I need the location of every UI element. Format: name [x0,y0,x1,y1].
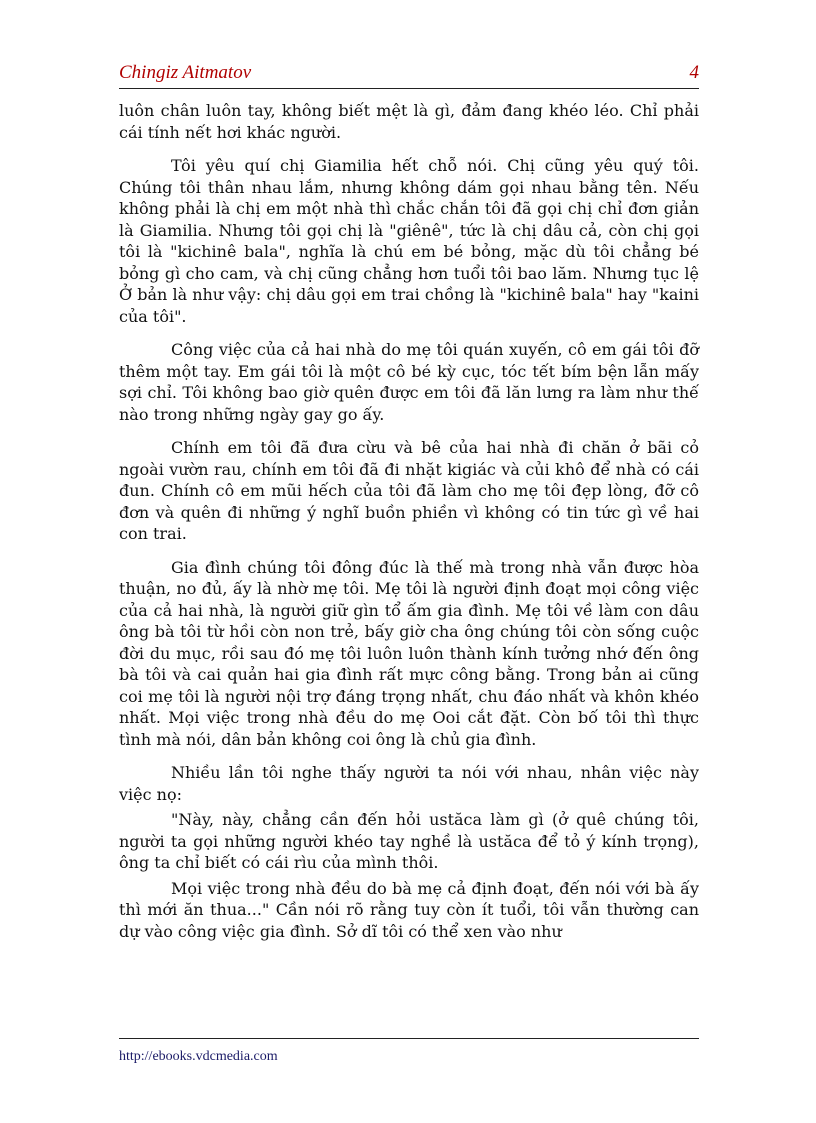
footer-url-link[interactable]: http://ebooks.vdcmedia.com [119,1049,278,1064]
page-footer [119,1038,699,1065]
paragraph: Nhiều lần tôi nghe thấy người ta nói với nhau, nhân việc này việc nọ: [119,763,699,804]
page-body [119,100,699,954]
paragraph: "Này, này, chẳng cần đến hỏi ustăca làm gì (ở quê chúng tôi, người ta gọi những người khéo tay nghề là ustăca để tỏ ý kính trọng), ông ta chỉ biết có cái rìu của mình thôi. [119,810,699,872]
book-author-title: Chingiz Aitmatov [119,62,252,83]
paragraph: luôn chân luôn tay, không biết mệt là gì, đảm đang khéo léo. Chỉ phải cái tính nết hơi khác người. [119,101,699,142]
paragraph: Chính em tôi đã đưa cừu và bê của hai nhà đi chăn ở bãi cỏ ngoài vườn rau, chính em tôi đã đi nhặt kigiác và củi khô để nhà có cái đun. Chính cô em mũi hếch của tôi đã làm cho mẹ tôi đẹp lòng, đỡ cô đơn và quên đi những ý nghĩ buồn phiền vì không có tin tức gì về hai con trai. [119,438,699,543]
page-header [119,60,699,89]
paragraph: Công việc của cả hai nhà do mẹ tôi quán xuyến, cô em gái tôi đỡ thêm một tay. Em gái tôi là một cô bé kỳ cục, tóc tết bím bện lẫn mấy sợi chỉ. Tôi không bao giờ quên được em tôi đã lăn lưng ra làm như thế nào trong những ngày gay go ấy. [119,340,699,424]
paragraph: Tôi yêu quí chị Giamilia hết chỗ nói. Chị cũng yêu quý tôi. Chúng tôi thân nhau lắm, nhưng không dám gọi nhau bằng tên. Nếu không phải là chị em một nhà thì chắc chắn tôi đã gọi chị chỉ đơn giản là Giamilia. Nhưng tôi gọi chị là "giênê", tức là chị dâu cả, còn chị gọi tôi là "kichinê bala", nghĩa là chú em bé bỏng, mặc dù tôi chẳng bé bỏng gì cho cam, và chị cũng chẳng hơn tuổi tôi bao lăm. Nhưng tục lệ Ở bản là như vậy: chị dâu gọi em trai chồng là "kichinê bala" hay "kaini của tôi". [119,156,699,326]
paragraph: Mọi việc trong nhà đều do bà mẹ cả định đoạt, đến nói với bà ấy thì mới ăn thua..." Cần nói rõ rằng tuy còn ít tuổi, tôi vẫn thường can dự vào công việc gia đình. Sở dĩ tôi có thể xen vào như [119,878,699,941]
paragraph: Gia đình chúng tôi đông đúc là thế mà trong nhà vẫn được hòa thuận, no đủ, ấy là nhờ mẹ tôi. Mẹ tôi là người định đoạt mọi công việc của cả hai nhà, là người giữ gìn tổ ấm gia đình. Mẹ tôi về làm con dâu ông bà tôi từ hồi còn non trẻ, bấy giờ cha ông chúng tôi còn sống cuộc đời du mục, rồi sau đó mẹ tôi luôn luôn thành kính tưởng nhớ đến ông bà tôi và cai quản hai gia đình rất mực công bằng. Trong bản ai cũng coi mẹ tôi là người nội trợ đáng trọng nhất, chu đáo nhất và khôn khéo nhất. Mọi việc trong nhà đều do mẹ Ooi cắt đặt. Còn bố tôi thì thực tình mà nói, dân bản không coi ông là chủ gia đình. [119,557,699,749]
page-number: 4 [689,62,699,83]
